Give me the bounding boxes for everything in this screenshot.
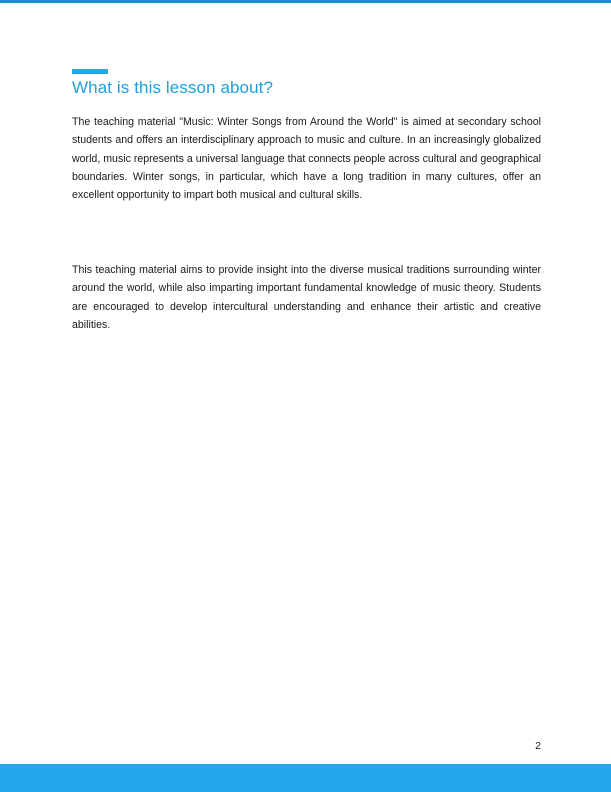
aims-paragraph: This teaching material aims to provide insight into the diverse musical traditions surrounding winter around the world, while also imparting important fundamental knowledge of music theory. Students are encouraged to develop intercultural understanding and enhance their artistic and creative abilities.	[72, 264, 541, 331]
page-title: What is this lesson about?	[72, 78, 274, 97]
heading-accent-bar	[72, 69, 108, 74]
footer-bar	[0, 764, 611, 792]
intro-paragraph: The teaching material "Music: Winter Songs from Around the World" is aimed at secondary school students and offers an interdisciplinary approach to music and culture. In an increasingly globalized world, music represents a universal language that connects people across cultural and geographical boundaries. Winter songs, in particular, which have a long tradition in many cultures, offer an excellent opportunity to impart both musical and cultural skills.	[72, 116, 541, 202]
page-number: 2	[535, 740, 541, 752]
top-rule	[0, 0, 611, 3]
